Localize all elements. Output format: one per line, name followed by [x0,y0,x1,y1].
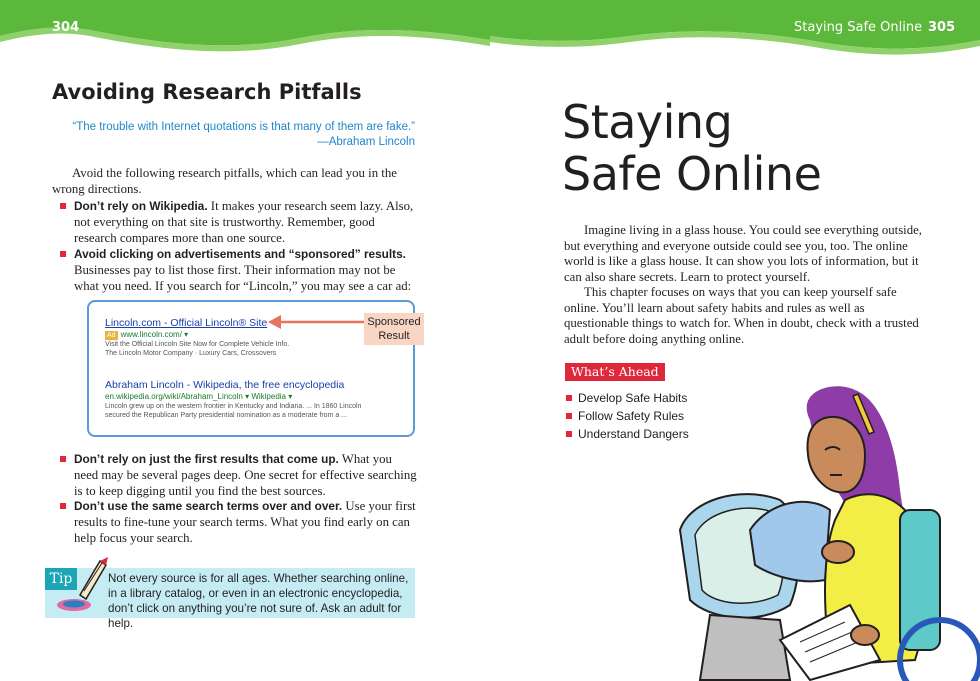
result-title-link[interactable]: Abraham Lincoln - Wikipedia, the free encyclopedia [105,379,345,391]
bullet-square-icon [60,503,66,509]
right-page [490,0,980,681]
intro-paragraph: Avoid the following research pitfalls, which can lead you in the wrong directions. [52,166,397,196]
epigraph [52,120,415,150]
running-head: Staying Safe Online [794,20,923,35]
bullet-text: Businesses pay to list those first. Their information may not be what you need. If you search for “Lincoln,” you may see a car ad: [74,263,412,293]
bullet-lead: Avoid clicking on advertisements and “sponsored” results. [74,247,406,261]
bullet-item [74,198,419,246]
bullet-square-icon [60,251,66,257]
result-title-link[interactable]: Lincoln.com - Official Lincoln® Site [105,317,268,329]
snippet-line: Visit the Official Lincoln Site Now for Complete Vehicle Info. [105,341,290,348]
bullet-square-icon [566,413,572,419]
chapter-title [562,96,821,200]
callout-line: Sponsored [367,316,421,328]
result-snippet [105,340,405,358]
list-item-text: Follow Safety Rules [578,409,685,423]
result-snippet [105,402,405,420]
bullet-text: Use your first results to fine-tune your search terms. What you find early on can help focus your search. [74,499,416,545]
arrow-left-icon [268,314,366,330]
page-number: 304 [52,20,80,35]
body-paragraph: This chapter focuses on ways that you can keep yourself safe online. You’ll learn about safety habits and rules as well as questionable things to watch for. When in doubt, check with a trusted adult before doing anything online. [564,285,919,346]
bullet-square-icon [566,431,572,437]
snippet-line: The Lincoln Motor Company · Luxury Cars, Crossovers [105,350,277,357]
tip-label: Tip [45,568,77,590]
bullet-text: What you need may be several pages deep. One secret for effective searching is to keep digging until you find the best sources. [74,452,417,498]
tip-text: Not every source is for all ages. Whether searching online, in a library catalog, or even in an electronic encyclopedia, don’t click on anything you’re not sure of. Ask an adult for help. [108,572,409,630]
bullet-lead: Don’t rely on Wikipedia. [74,199,208,213]
bullet-lead: Don’t rely on just the first results that come up. [74,452,339,466]
chapter-intro [564,223,930,347]
bullet-square-icon [60,456,66,462]
list-item-text: Develop Safe Habits [578,391,688,405]
bullet-square-icon [60,203,66,209]
list-item-text: Understand Dangers [578,427,689,441]
chapter-title-line: Staying [562,95,733,149]
section-title: Avoiding Research Pitfalls [52,80,362,104]
bullet-lead: Don’t use the same search terms over and over. [74,499,343,513]
bullet-item [74,246,419,294]
body-paragraph: Imagine living in a glass house. You could see everything outside, but everything and everyone outside could see you, too. The online world is like a glass house. It can show you lots of information, but it can also share secrets. Learn to protect yourself. [564,223,923,284]
chapter-title-line: Safe Online [562,147,822,201]
ad-badge: Ad [107,332,116,339]
bullet-text: It makes your research seem lazy. Also, not everything on that site is trustworthy. Remember, good research compares more than one source. [74,199,414,245]
quote-text: “The trouble with Internet quotations is that many of them are fake.” [72,121,415,133]
snippet-line: secured the Republican Party presidential nomination as a moderate from a ... [105,412,348,419]
bullet-square-icon [566,395,572,401]
result-url-text: www.lincoln.com/ ▾ [120,330,189,339]
bullet-item [74,451,419,499]
bullet-item [74,498,419,546]
student-at-computer-illustration [660,380,980,681]
sponsored-callout [364,313,424,345]
whats-ahead-label: What’s Ahead [565,363,665,381]
result-url: en.wikipedia.org/wiki/Abraham_Lincoln ▾ Wikipedia ▾ [105,392,293,401]
result-url [105,330,188,340]
page-number: 305 [928,20,956,35]
callout-line: Result [378,330,410,342]
quote-attribution: —Abraham Lincoln [317,136,415,148]
snippet-line: Lincoln grew up on the western frontier in Kentucky and Indiana. ... In 1860 Lincoln [105,403,362,410]
